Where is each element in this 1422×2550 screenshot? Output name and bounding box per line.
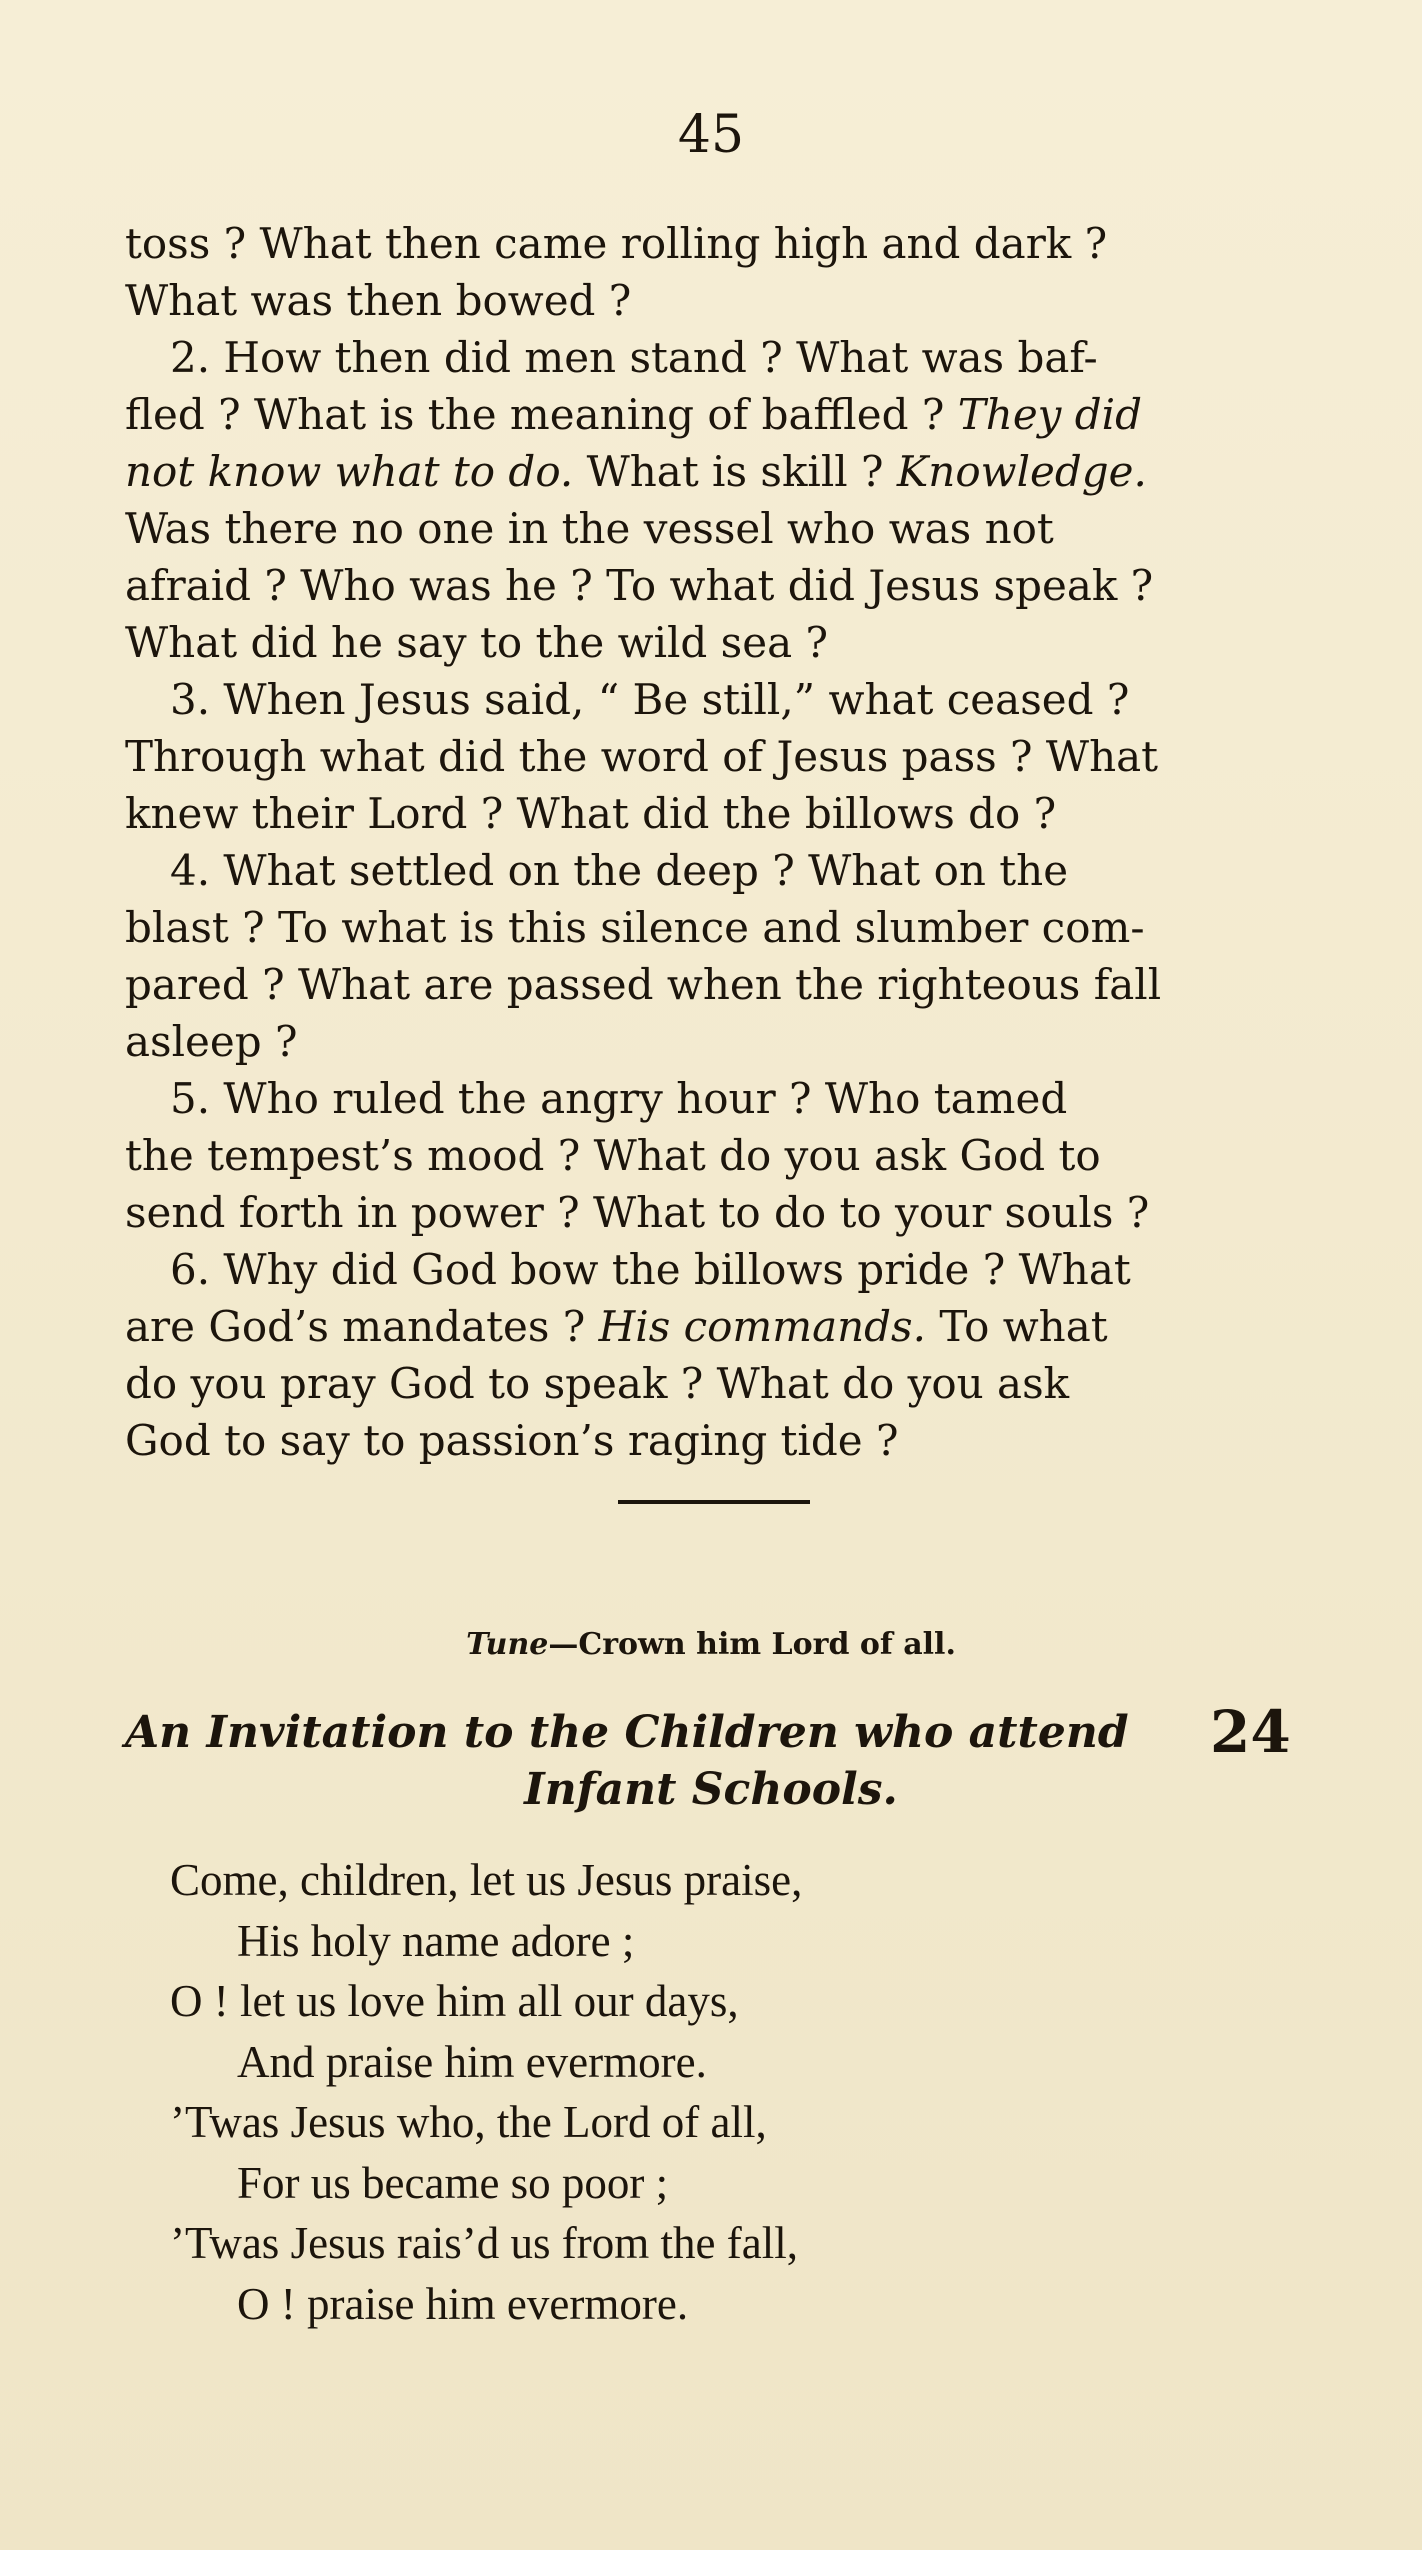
italic-answer: not know what to do.	[125, 447, 574, 496]
text-line	[125, 671, 1325, 728]
text-segment: What is skill ?	[573, 447, 897, 496]
hymn-title-line-2: Infant Schools.	[524, 1764, 898, 1815]
text-segment: do you pray God to speak ? What do you ask	[125, 1359, 1070, 1408]
hymn-number: 24	[1210, 1698, 1291, 1766]
text-segment: fled ? What is the meaning of baffled ?	[125, 390, 958, 439]
text-line	[125, 1412, 1325, 1469]
text-line	[125, 329, 1325, 386]
text-segment: 5. Who ruled the angry hour ? Who tamed	[170, 1074, 1068, 1123]
text-line	[125, 899, 1325, 956]
text-line	[125, 272, 1325, 329]
verse-line: And praise him evermore.	[237, 2036, 707, 2087]
verse-line: O ! let us love him all our days,	[170, 1976, 739, 2026]
text-line	[125, 443, 1325, 500]
italic-answer: Knowledge.	[896, 447, 1147, 496]
text-line	[125, 1184, 1325, 1241]
text-segment: Was there no one in the vessel who was not	[125, 504, 1054, 553]
verse-line: ’Twas Jesus who, the Lord of all,	[170, 2097, 767, 2147]
hymn-verses	[0, 1850, 1422, 2334]
text-line	[125, 956, 1325, 1013]
text-segment: toss ? What then came rolling high and dark ?	[125, 219, 1108, 268]
text-segment: knew their Lord ? What did the billows do ?	[125, 789, 1057, 838]
text-line	[125, 614, 1325, 671]
page-number: 45	[677, 105, 745, 165]
text-line	[125, 728, 1325, 785]
text-line	[125, 1127, 1325, 1184]
text-line	[125, 557, 1325, 614]
hymn-title-line-1: An Invitation to the Children who attend	[125, 1707, 1129, 1758]
text-segment: pared ? What are passed when the righteous fall	[125, 960, 1162, 1009]
text-segment: afraid ? Who was he ? To what did Jesus speak ?	[125, 561, 1154, 610]
text-segment: What did he say to the wild sea ?	[125, 618, 828, 667]
italic-answer: His commands.	[598, 1302, 926, 1351]
text-line	[125, 785, 1325, 842]
tune-name: —Crown him Lord of all.	[548, 1627, 956, 1662]
text-segment: send forth in power ? What to do to your souls ?	[125, 1188, 1150, 1237]
text-line	[125, 386, 1325, 443]
text-segment: asleep ?	[125, 1017, 298, 1066]
text-line	[125, 1070, 1325, 1127]
text-line	[125, 1298, 1325, 1355]
text-segment: God to say to passion’s raging tide ?	[125, 1416, 899, 1465]
verse-line: O ! praise him evermore.	[237, 2278, 689, 2329]
text-segment: blast ? To what is this silence and slumber com-	[125, 903, 1145, 952]
tune-line	[0, 1625, 1422, 1665]
text-line	[125, 1013, 1325, 1070]
text-segment: To what	[925, 1302, 1108, 1351]
italic-answer: They did	[957, 390, 1142, 439]
tune-label: Tune	[466, 1627, 549, 1662]
text-segment: Through what did the word of Jesus pass ? What	[125, 732, 1159, 781]
text-segment: 6. Why did God bow the billows pride ? What	[170, 1245, 1131, 1294]
verse-line: For us became so poor ;	[237, 2157, 669, 2208]
section-divider	[618, 1500, 810, 1504]
text-segment: 3. When Jesus said, “ Be still,” what ceased ?	[170, 675, 1130, 724]
text-line	[125, 215, 1325, 272]
text-segment: the tempest’s mood ? What do you ask God to	[125, 1131, 1101, 1180]
verse-line: Come, children, let us Jesus praise,	[170, 1855, 803, 1905]
verse-line: ’Twas Jesus rais’d us from the fall,	[170, 2218, 798, 2268]
text-line	[125, 1241, 1325, 1298]
text-segment: are God’s mandates ?	[125, 1302, 599, 1351]
text-line	[125, 1355, 1325, 1412]
text-segment: 4. What settled on the deep ? What on the	[170, 846, 1069, 895]
text-segment: What was then bowed ?	[125, 276, 632, 325]
text-segment: 2. How then did men stand ? What was baf-	[170, 333, 1098, 382]
text-line	[125, 500, 1325, 557]
verse-line: His holy name adore ;	[237, 1915, 635, 1966]
text-line	[125, 842, 1325, 899]
question-section	[125, 215, 1325, 1469]
